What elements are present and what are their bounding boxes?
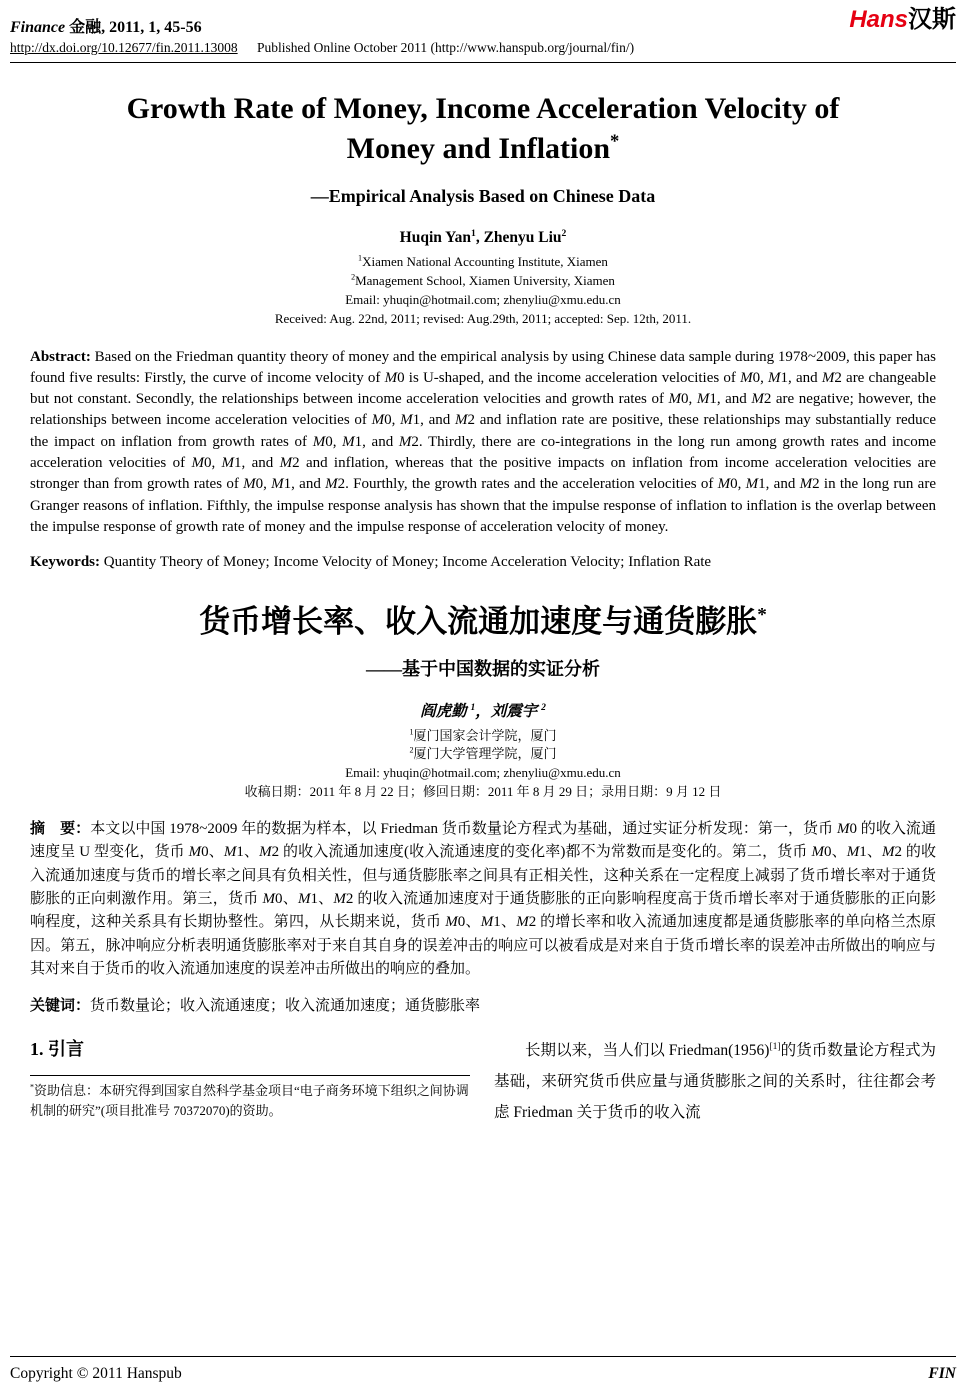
- abstract-label-english: Abstract:: [30, 348, 91, 365]
- publication-line: [10, 40, 956, 56]
- author-meta-chinese: [30, 727, 936, 802]
- received-line-english: Received: Aug. 22nd, 2011; revised: Aug.29th, 2011; accepted: Sep. 12th, 2011.: [274, 310, 692, 326]
- abstract-english: [30, 347, 936, 539]
- journal-name: Finance: [10, 19, 66, 36]
- page-footer: [10, 1356, 956, 1383]
- published-online-text: Published Online October 2011 (http://www.hanspub.org/journal/fin/): [257, 40, 635, 55]
- journal-info: [10, 8, 202, 37]
- paper-body: [0, 89, 966, 1128]
- introduction-paragraph: 长期以来，当人们以 Friedman(1956)[1]的货币数量论方程式为基础，来研究货币供应量与通货膨胀之间的关系时，往往都会考虑 Friedman 关于货币的收入流: [494, 1040, 936, 1121]
- footnote-block: [30, 1075, 470, 1121]
- header-divider: [10, 62, 956, 63]
- journal-header: [0, 0, 966, 63]
- two-column-section: [30, 1035, 936, 1128]
- affiliation-1-chinese: $^1$厦门国家会计学院，厦门: [409, 727, 557, 743]
- affiliation-1: $^1$Xiamen National Accounting Institute, Xiamen: [358, 253, 608, 270]
- keywords-text-chinese: 货币数量论；收入流通速度；收入流通加速度；通货膨胀率: [90, 997, 481, 1014]
- title-line-2: Money and Inflation*: [346, 130, 620, 165]
- abstract-chinese: [30, 818, 936, 982]
- hans-logo-text: Hans: [849, 6, 908, 33]
- hanspub-logo-cn-text: 汉斯: [908, 6, 956, 33]
- email-line-english: Email: yhuqin@hotmail.com; zhenyliu@xmu.edu.cn: [345, 291, 621, 307]
- authors-chinese: 阎虎勤 $^1$，刘震宇 $^2$: [420, 701, 546, 720]
- hanspub-logo: [849, 8, 956, 32]
- author-meta-english: [30, 253, 936, 328]
- keywords-text-english: Quantity Theory of Money; Income Velocity of Money; Income Acceleration Velocity; Inflation Rate: [100, 554, 712, 571]
- keywords-english: [30, 552, 936, 573]
- right-column: [494, 1035, 936, 1128]
- journal-abbreviation: FIN: [928, 1365, 956, 1382]
- paper-title-chinese: 货币增长率、收入流通加速度与通货膨胀*: [199, 603, 767, 639]
- footnote-text: *资助信息：本研究得到国家自然科学基金项目“电子商务环境下组织之间协调机制的研究”(项目批准号 70372070)的资助。: [30, 1082, 469, 1119]
- affiliation-2: $^2$Management School, Xiamen University, Xiamen: [351, 272, 615, 289]
- footnote-divider: [30, 1075, 470, 1076]
- email-line-chinese: Email: yhuqin@hotmail.com; zhenyliu@xmu.edu.cn: [345, 765, 621, 781]
- copyright-text: Copyright © 2011 Hanspub: [10, 1365, 182, 1382]
- paper-title-english: [30, 89, 936, 168]
- abstract-text-chinese: 本文以中国 1978~2009 年的数据为样本，以 Friedman 货币数量论方程式为基础，通过实证分析发现：第一，货币 M0 的收入流通速度呈 U 型变化，货币 M0、M1、M2 的收入流通加速度(收入流通速度的变化率)都不为常数而是变化的。第二，货币 M0、M1、M2 的收入流通加速度与货币的增长率之间具有负相关性，但与通货膨胀率之间具有正相关性，这种关系在一定程度上减弱了货币增长率对于通货膨胀的正向刺激作用。第三，货币 M0、M1、M2 的收入流通加速度对于通货膨胀的正向影响程度高于货币增长率对于通货膨胀的正向影响程度，这种关系具有长期协整性。第四，从长期来说，货币 M0、M1、M2 的增长率和收入流通加速度都是通货膨胀率的单向格兰杰原因。第五，脉冲响应分析表明通货膨胀率对于来自其自身的误差冲击的响应可以被看成是对来自于货币增长率的误差冲击所做出的响应与其对来自于货币的收入流通加速度的误差冲击所做出的响应的叠加。: [30, 820, 936, 978]
- paper-subtitle-english: —Empirical Analysis Based on Chinese Data: [310, 186, 656, 207]
- affiliation-2-chinese: $^2$厦门大学管理学院，厦门: [409, 746, 557, 762]
- abstract-label-chinese: 摘 要：: [30, 820, 91, 837]
- left-column: [30, 1035, 470, 1128]
- abstract-text-english: Based on the Friedman quantity theory of money and the empirical analysis by using Chinese data sample during 1978~2009, this paper has found five results: Firstly, the curve of income velocity of M0 is U-shaped, and the income acceleration velocities of M0, M1, and M2 are changeable but not constant. Secondly, the relationships between income acceleration velocities and growth rates of M0, M1, and M2 are negative; however, the relationships between income acceleration velocities of M0, M1, and M2 and inflation rate are positive, these relationships may substantially reduce the impact on inflation from growth rates of M0, M1, and M2. Thirdly, there are co-integrations in the long run among growth rates and income acceleration velocities of M0, M1, and M2 and inflation, whereas that the positive impacts on inflation from income acceleration velocities are stronger than from growth rates of M0, M1, and M2. Fourthly, the growth rates and the acceleration velocities of M0, M1, and M2 in the long run are Granger reasons of inflation. Fifthly, the impulse response analysis has shown that the impulse response of inflation to inflation is the overlap between the impulse response of growth rate of money and the impulse response of acceleration velocity of money.: [30, 348, 937, 535]
- doi-link[interactable]: http://dx.doi.org/10.12677/fin.2011.13008: [10, 40, 238, 55]
- paper-subtitle-chinese: ——基于中国数据的实证分析: [366, 658, 600, 679]
- authors-english: Huqin Yan$^1$, Zhenyu Liu$^2$: [399, 228, 567, 247]
- received-line-chinese: 收稿日期：2011 年 8 月 22 日；修回日期：2011 年 8 月 29 日；录用日期：9 月 12 日: [244, 784, 722, 800]
- journal-issue: 金融, 2011, 1, 45-56: [69, 19, 202, 36]
- section-1-heading: 1. 引言: [30, 1038, 84, 1059]
- keywords-label-english: Keywords:: [30, 554, 100, 571]
- keywords-chinese: [30, 996, 936, 1017]
- keywords-label-chinese: 关键词：: [30, 997, 91, 1014]
- title-line-1: Growth Rate of Money, Income Acceleration Velocity of: [126, 92, 840, 125]
